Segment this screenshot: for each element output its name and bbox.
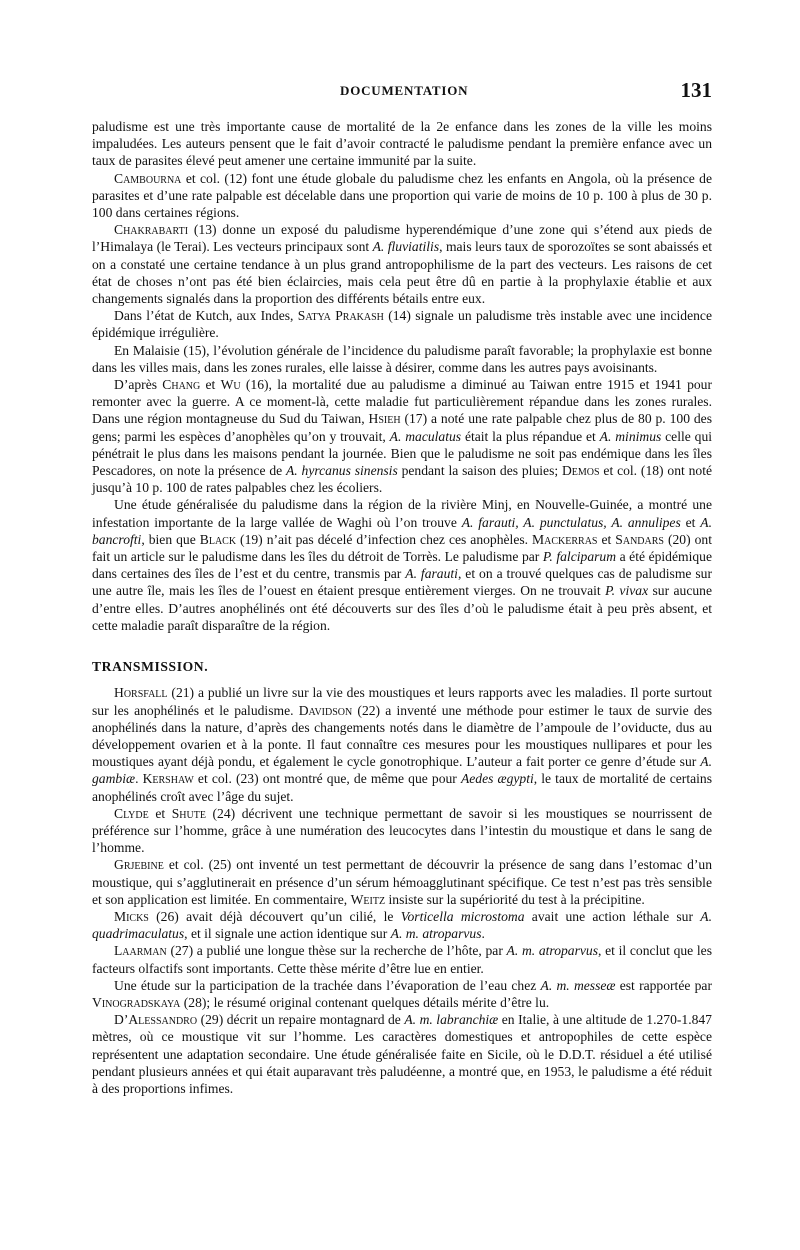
italic-text: P. falciparum [542, 549, 617, 565]
paragraph [92, 221, 712, 307]
text-run: . [135, 771, 143, 787]
author-name: Chakrabarti [114, 222, 189, 238]
italic-text: A. farauti, A. punctulatus, A. annulipes [461, 514, 681, 530]
author-name: Grjebine [114, 857, 164, 873]
paragraph [92, 977, 712, 1011]
author-name: Clyde [114, 805, 149, 821]
section-intro [92, 118, 712, 634]
author-name: Kershaw [142, 771, 194, 787]
section-heading: TRANSMISSION. [92, 659, 209, 675]
author-name: Horsfall [114, 685, 168, 701]
paragraph [92, 376, 712, 496]
text-run: , mais leurs taux de sporozoïtes se sont abaissés et on a constaté une certaine tendance à un plus grand antropophilisme de la part des vecteurs. Les raisons de cet état de choses n’ont pas été bien éclaircies, mais cela peut être dû en partie à la prophylaxie établie et aux changements signalés dans la proportion des différents bétails entre eux. [92, 239, 712, 307]
paragraph [92, 496, 712, 634]
text-run: , bien que [141, 531, 200, 547]
text-run: est rapportée par [615, 977, 712, 993]
text-run: Dans l’état de Kutch, aux Indes, [114, 308, 298, 324]
text-run: celle qui pénétrait le plus dans les maisons pendant la journée. Bien que le paludisme ne soit pas endémique dans les îles Pescadores, on note la présence de [92, 428, 713, 479]
author-name: Vinogradskaya [92, 994, 181, 1010]
text-run: et col. (18) ont noté jusqu’à 10 p. 100 de rates palpables chez les écoliers. [92, 463, 713, 496]
text-run: et col. (25) ont inventé un test permettant de découvrir la présence de sang dans l’estomac d’un moustique, qui s’agglutinerait en présence d’un sérum hémoagglutinant spécifique. Ce test n’est pas très sensible et son application est limitée. En commentaire, [92, 857, 712, 907]
paragraph [92, 856, 712, 908]
italic-text: A. m. atroparvus [506, 943, 599, 959]
text-run: en Italie, à une altitude de 1.270-1.847 mètres, où ce moustique vit sur l’homme. Les caractères domestiques et antropophiles de cette espèce représentent une adaptation secondaire. Une étude généralisée faite en Sicile, où le D.D.T. résiduel a été utilisé pendant plusieurs années et qui était auparavant très paludéenne, a montré que, en 1953, le paludisme a été réduit à des proportions infimes. [92, 1012, 712, 1096]
paragraph [92, 805, 712, 857]
text-run: En Malaisie (15), l’évolution générale de l’incidence du paludisme paraît favorable; la prophylaxie est bonne dans les villes mais, dans les zones rurales, elle laisse à désirer, comme dans les autres pays avoisinants. [92, 342, 712, 375]
text-run: et col. (12) font une étude globale du paludisme chez les enfants en Angola, où la présence de parasites et d’une rate palpable est décelable dans une proportion qui varie de moins de 10 p. 100 à plus de 30 p. 100 dans certaines régions. [92, 170, 712, 221]
italic-text: A. fluviatilis [372, 239, 440, 255]
text-run: insiste sur la supériorité du test à la précipitine. [385, 891, 645, 907]
author-name: D’Alessandro [114, 1012, 198, 1028]
italic-text: Aedes ægypti [460, 771, 534, 787]
text-run: (21) a publié un livre sur la vie des moustiques et leurs rapports avec les maladies. Il porte surtout sur les anophélinés et le paludisme. [92, 685, 712, 718]
author-name: Shute [171, 805, 206, 821]
text-run: pendant la saison des pluies; [397, 463, 562, 479]
text-run: (29) décrit un repaire montagnard de [197, 1012, 405, 1028]
text-run: (26) avait déjà découvert qu’un cilié, le [148, 908, 401, 924]
paragraph [92, 118, 712, 170]
text-run: avait une action léthale sur [524, 908, 701, 924]
text-run: et [148, 805, 172, 821]
text-run: , et on a trouvé quelques cas de paludisme sur une autre île, mais les îles de l’ouest en étaient presque entièrement vierges. On ne trouvait [92, 566, 712, 599]
italic-text: Vorticella microstoma [400, 908, 525, 924]
text-run: et col. (23) ont montré que, de même que pour [193, 771, 461, 787]
italic-text: A. m. labranchiæ [404, 1012, 499, 1028]
text-run: (14) signale un paludisme très instable avec une incidence épidémique irrégulière. [92, 308, 712, 341]
author-name: Micks [114, 908, 149, 924]
author-name: Laarman [114, 943, 167, 959]
author-name: Demos [561, 463, 600, 479]
text-run: (22) a inventé une méthode pour estimer le taux de survie des anophélinés dans la nature, d’après des changements notés dans le diamètre de l’ampoule de l’oviducte, dus au développement ovarien et à la ponte. Il faut connaître ces mesures pour les moustiques nullipares et pour les moustiques ayant déjà pondu, et également le cycle gonotrophique. L’auteur a fait porter ce genre d’étude sur [92, 702, 712, 770]
text-run: paludisme est une très importante cause de mortalité de la 2e enfance dans les zones de la ville les moins impaludées. Les auteurs pensent que le fait d’avoir contracté le paludisme pendant la première enfance avec un taux de parasites élevé peut amener une certaine immunité par la suite. [92, 119, 712, 169]
author-name: Wu [220, 377, 241, 393]
running-title: DOCUMENTATION [340, 83, 469, 98]
italic-text: A. bancrofti [92, 514, 712, 547]
author-name: Weitz [350, 891, 386, 907]
italic-text: A. gambiæ [92, 754, 712, 787]
paragraph [92, 684, 712, 804]
text-run: était la plus répandue et [461, 428, 600, 444]
paragraph [92, 908, 712, 942]
text-run: et [597, 531, 616, 547]
author-name: Satya Prakash [297, 308, 384, 324]
text-run: (17) a noté une rate palpable chez plus de 80 p. 100 des gens; parmi les espèces d’anophèles qu’on y trouvait, [92, 411, 713, 444]
author-name: Sandars [615, 531, 664, 547]
text-run: et [200, 377, 221, 393]
text-run: (20) ont fait un article sur le paludisme dans les îles du détroit de Torrès. Le paludisme par [92, 531, 712, 565]
italic-text: A. maculatus [389, 428, 462, 444]
text-run: D’après [114, 377, 163, 393]
italic-text: P. vivax [605, 583, 649, 599]
author-name: Cambourna [114, 170, 182, 186]
paragraph [92, 170, 712, 222]
section-transmission [92, 684, 712, 1097]
text-run: (16), la mortalité due au paludisme a diminué au Taiwan entre 1915 et 1941 pour remonter avec la guerre. A ce moment-là, cette maladie fut particulièrement répandue dans les zones rurales. Dans une région montagneuse du Sud du Taiwan, [92, 377, 712, 427]
text-run: sur aucune d’entre elles. D’autres anophélinés ont été découverts sur des îles d’où le paludisme était à peu près absent, et cette maladie paraît disparaître de la région. [92, 583, 712, 633]
text-run: Une étude généralisée du paludisme dans la région de la rivière Minj, en Nouvelle-Guinée, a montré une infestation importante de la large vallée de Waghi où l’on trouve [92, 497, 712, 530]
body-text [92, 118, 712, 1097]
italic-text: A. farauti [405, 566, 458, 582]
text-run: , le taux de mortalité de certains anophélinés croît avec l’âge du sujet. [92, 771, 712, 804]
author-name: Mackerras [532, 531, 598, 547]
italic-text: A. hyrcanus sinensis [286, 463, 398, 479]
text-run: (27) a publié une longue thèse sur la recherche de l’hôte, par [166, 943, 507, 959]
text-run: , et il signale une action identique sur [184, 926, 391, 942]
text-run: . [481, 926, 485, 942]
text-run: a été épidémique dans certaines des îles de l’est et du centre, transmis par [92, 549, 712, 582]
italic-text: A. m. atroparvus [390, 926, 482, 942]
text-run: et [680, 514, 701, 530]
author-name: Davidson [298, 702, 353, 718]
italic-text: A. quadrimaculatus [92, 908, 712, 942]
italic-text: A. minimus [599, 428, 662, 444]
paragraph [92, 1011, 712, 1097]
italic-text: A. m. messeæ [540, 977, 616, 993]
text-run: , et il conclut que les facteurs olfactifs sont importants. Cette thèse mérite d’être lue en entier. [92, 943, 712, 976]
paragraph [92, 942, 712, 976]
author-name: Hsieh [368, 411, 401, 427]
page-number: 131 [680, 78, 712, 102]
paragraph [92, 307, 712, 341]
running-head [92, 80, 712, 104]
text-run: (19) n’ait pas décelé d’infection chez ces anophèles. [236, 531, 533, 547]
text-run: (28); le résumé original contenant quelques détails mérite d’être lu. [180, 994, 550, 1010]
text-run: (13) donne un exposé du paludisme hyperendémique d’une zone qui s’étend aux pieds de l’Himalaya (le Terai). Les vecteurs principaux sont [92, 222, 712, 255]
paragraph [92, 342, 712, 376]
text-run: (24) décrivent une technique permettant de savoir si les moustiques se nourrissent de préférence sur l’homme, grâce à une numération des leucocytes dans l’intestin du moustique et dans le sang de l’homme. [92, 805, 713, 856]
text-run: Une étude sur la participation de la trachée dans l’évaporation de l’eau chez [114, 977, 541, 993]
author-name: Chang [162, 377, 201, 393]
author-name: Black [199, 531, 237, 547]
